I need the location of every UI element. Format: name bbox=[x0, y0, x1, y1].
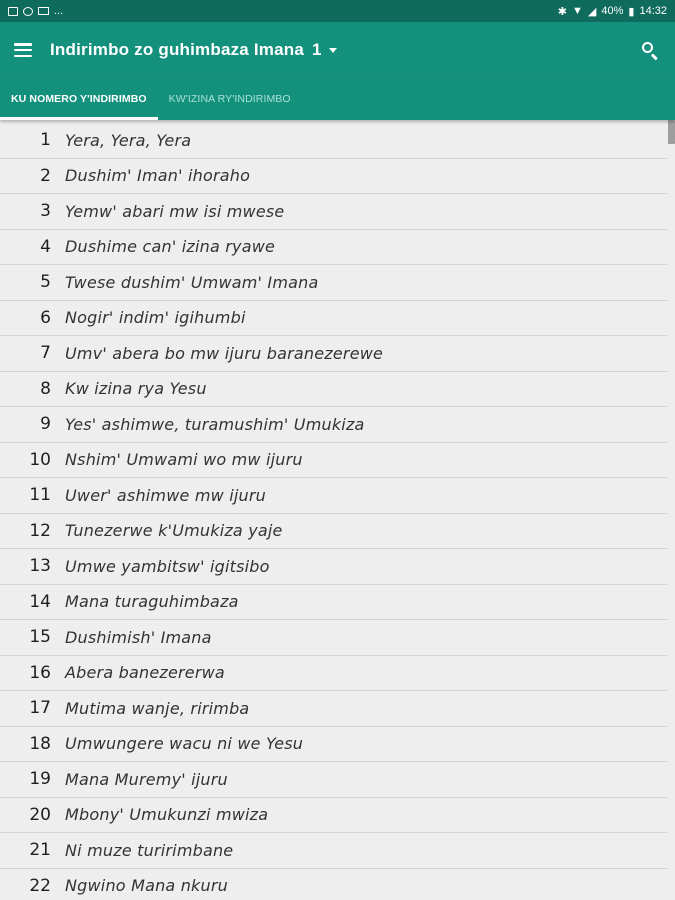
song-title: Umwungere wacu ni we Yesu bbox=[65, 734, 304, 754]
signal-icon: ◢ bbox=[587, 5, 597, 18]
song-list-area bbox=[0, 120, 675, 900]
song-title: Yemw' abari mw isi mwese bbox=[65, 201, 285, 221]
song-number: 22 bbox=[29, 875, 51, 896]
song-row[interactable] bbox=[0, 869, 667, 900]
song-row[interactable] bbox=[0, 372, 667, 408]
song-number: 19 bbox=[29, 769, 51, 790]
song-number: 20 bbox=[29, 804, 51, 825]
song-title: Twese dushim' Umwam' Imana bbox=[65, 272, 319, 292]
song-row[interactable] bbox=[0, 585, 667, 621]
song-number: 18 bbox=[29, 733, 51, 754]
song-row[interactable] bbox=[0, 265, 667, 301]
song-row[interactable] bbox=[0, 336, 667, 372]
wifi-icon: ▼ bbox=[572, 5, 583, 17]
tab-bar bbox=[0, 78, 675, 120]
song-row[interactable] bbox=[0, 798, 667, 834]
song-row[interactable] bbox=[0, 514, 667, 550]
tab-by-number[interactable]: KU NOMERO Y'INDIRIMBO bbox=[0, 78, 158, 120]
song-title: Ni muze turirimbane bbox=[65, 840, 234, 860]
app-bar bbox=[0, 22, 675, 78]
status-left bbox=[8, 5, 63, 17]
song-number: 17 bbox=[29, 698, 51, 719]
battery-icon: ▮ bbox=[628, 5, 635, 18]
caret-down-icon bbox=[329, 48, 337, 53]
sync-notification-icon bbox=[23, 7, 33, 16]
song-title: Kw izina rya Yesu bbox=[65, 379, 207, 399]
song-number: 11 bbox=[29, 485, 51, 506]
song-title: Dushimish' Imana bbox=[65, 627, 212, 647]
more-notifications-indicator: ... bbox=[54, 5, 64, 17]
song-number: 9 bbox=[40, 414, 51, 435]
song-number: 16 bbox=[29, 662, 51, 683]
song-number: 21 bbox=[29, 840, 51, 861]
song-title: Yes' ashimwe, turamushim' Umukiza bbox=[65, 414, 365, 434]
song-list bbox=[0, 120, 675, 900]
song-number: 10 bbox=[29, 449, 51, 470]
hymnbook-selector[interactable] bbox=[50, 40, 337, 60]
song-title: Ngwino Mana nkuru bbox=[65, 876, 228, 896]
search-icon[interactable] bbox=[639, 39, 661, 61]
song-row[interactable] bbox=[0, 230, 667, 266]
song-title: Abera banezererwa bbox=[65, 663, 225, 683]
song-title: Nogir' indim' igihumbi bbox=[65, 308, 246, 328]
song-row[interactable] bbox=[0, 727, 667, 763]
song-row[interactable] bbox=[0, 549, 667, 585]
song-title: Yera, Yera, Yera bbox=[65, 130, 192, 150]
tab-by-name[interactable]: KW'IZINA RY'INDIRIMBO bbox=[168, 93, 291, 105]
song-number: 7 bbox=[40, 343, 51, 364]
song-row[interactable] bbox=[0, 407, 667, 443]
scrollbar[interactable] bbox=[668, 120, 675, 144]
song-row[interactable] bbox=[0, 301, 667, 337]
mail-notification-icon bbox=[38, 7, 49, 15]
battery-level: 40% bbox=[601, 5, 624, 17]
song-row[interactable] bbox=[0, 123, 667, 159]
song-number: 1 bbox=[40, 130, 51, 151]
song-title: Tunezerwe k'Umukiza yaje bbox=[65, 521, 283, 541]
song-number: 2 bbox=[40, 165, 51, 186]
song-row[interactable] bbox=[0, 762, 667, 798]
song-number: 13 bbox=[29, 556, 51, 577]
bluetooth-icon: ✱ bbox=[557, 5, 568, 18]
song-row[interactable] bbox=[0, 691, 667, 727]
status-bar bbox=[0, 0, 675, 22]
song-number: 5 bbox=[40, 272, 51, 293]
gallery-notification-icon bbox=[8, 7, 18, 16]
hamburger-menu-icon[interactable] bbox=[14, 43, 32, 57]
song-row[interactable] bbox=[0, 159, 667, 195]
song-title: Mana turaguhimbaza bbox=[65, 592, 239, 612]
clock: 14:32 bbox=[639, 5, 667, 17]
song-row[interactable] bbox=[0, 478, 667, 514]
song-title: Dushime can' izina ryawe bbox=[65, 237, 276, 257]
song-number: 14 bbox=[29, 591, 51, 612]
song-row[interactable] bbox=[0, 620, 667, 656]
song-row[interactable] bbox=[0, 194, 667, 230]
hymnbook-number: 1 bbox=[312, 40, 322, 59]
song-row[interactable] bbox=[0, 833, 667, 869]
song-title: Nshim' Umwami wo mw ijuru bbox=[65, 450, 303, 470]
song-number: 3 bbox=[40, 201, 51, 222]
song-number: 8 bbox=[40, 378, 51, 399]
status-right bbox=[558, 5, 667, 18]
song-number: 15 bbox=[29, 627, 51, 648]
song-title: Mbony' Umukunzi mwiza bbox=[65, 805, 269, 825]
song-number: 6 bbox=[40, 307, 51, 328]
song-title: Mutima wanje, ririmba bbox=[65, 698, 250, 718]
song-title: Dushim' Iman' ihoraho bbox=[65, 166, 251, 186]
song-title: Umwe yambitsw' igitsibo bbox=[65, 556, 270, 576]
song-title: Umv' abera bo mw ijuru baranezerewe bbox=[65, 343, 384, 363]
song-row[interactable] bbox=[0, 443, 667, 479]
song-number: 4 bbox=[40, 236, 51, 257]
song-title: Mana Muremy' ijuru bbox=[65, 769, 228, 789]
song-row[interactable] bbox=[0, 656, 667, 692]
song-title: Uwer' ashimwe mw ijuru bbox=[65, 485, 266, 505]
app-title: Indirimbo zo guhimbaza Imana bbox=[50, 40, 305, 59]
song-number: 12 bbox=[29, 520, 51, 541]
